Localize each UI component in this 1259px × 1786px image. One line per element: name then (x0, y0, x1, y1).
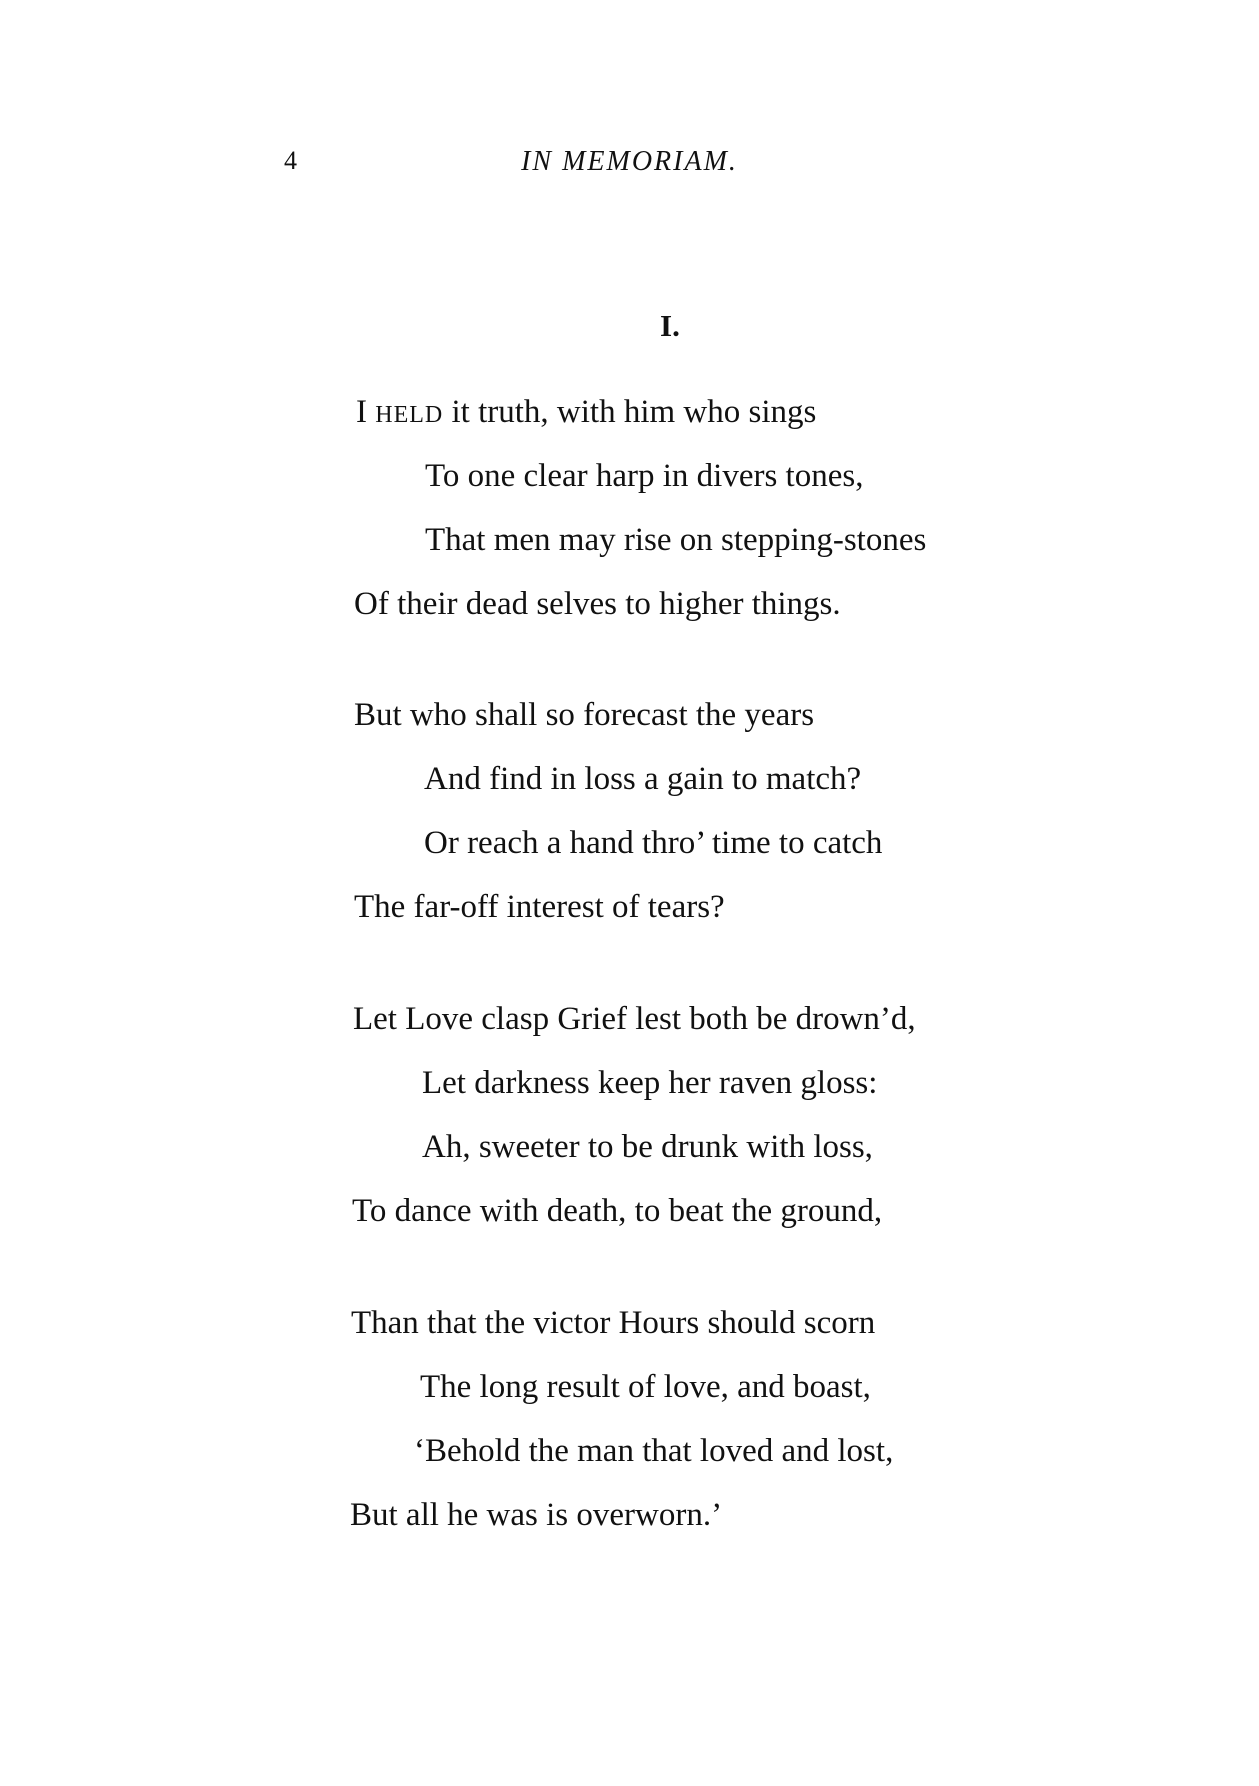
line-rest: it truth, with him who sings (443, 394, 817, 430)
stanza-1-line-1 (356, 392, 816, 435)
section-numeral: I. (660, 308, 680, 343)
stanza-1-line-4: Of their dead selves to higher things. (354, 586, 841, 622)
running-title: IN MEMORIAM. (521, 146, 738, 177)
stanza-4-line-4: But all he was is overworn.’ (350, 1497, 723, 1533)
stanza-3-line-1: Let Love clasp Grief lest both be drown’d, (353, 1001, 916, 1037)
stanza-3-line-3: Ah, sweeter to be drunk with loss, (422, 1129, 873, 1165)
stanza-3-line-4: To dance with death, to beat the ground, (352, 1193, 883, 1229)
stanza-4-line-1: Than that the victor Hours should scorn (351, 1305, 876, 1341)
stanza-2-line-2: And find in loss a gain to match? (424, 761, 862, 797)
stanza-2-line-3: Or reach a hand thro’ time to catch (424, 825, 883, 861)
smallcaps-word: HELD (375, 402, 444, 428)
stanza-2-line-4: The far-off interest of tears? (354, 889, 725, 925)
stanza-2-line-1: But who shall so forecast the years (354, 697, 815, 733)
stanza-1-line-2: To one clear harp in divers tones, (425, 458, 864, 494)
page-number: 4 (284, 146, 297, 175)
stanza-1-line-3: That men may rise on stepping-stones (425, 522, 927, 558)
line-lead: I (356, 394, 376, 430)
stanza-3-line-2: Let darkness keep her raven gloss: (422, 1065, 878, 1101)
stanza-4-line-2: The long result of love, and boast, (420, 1369, 871, 1405)
stanza-4-line-3: ‘Behold the man that loved and lost, (414, 1433, 894, 1469)
